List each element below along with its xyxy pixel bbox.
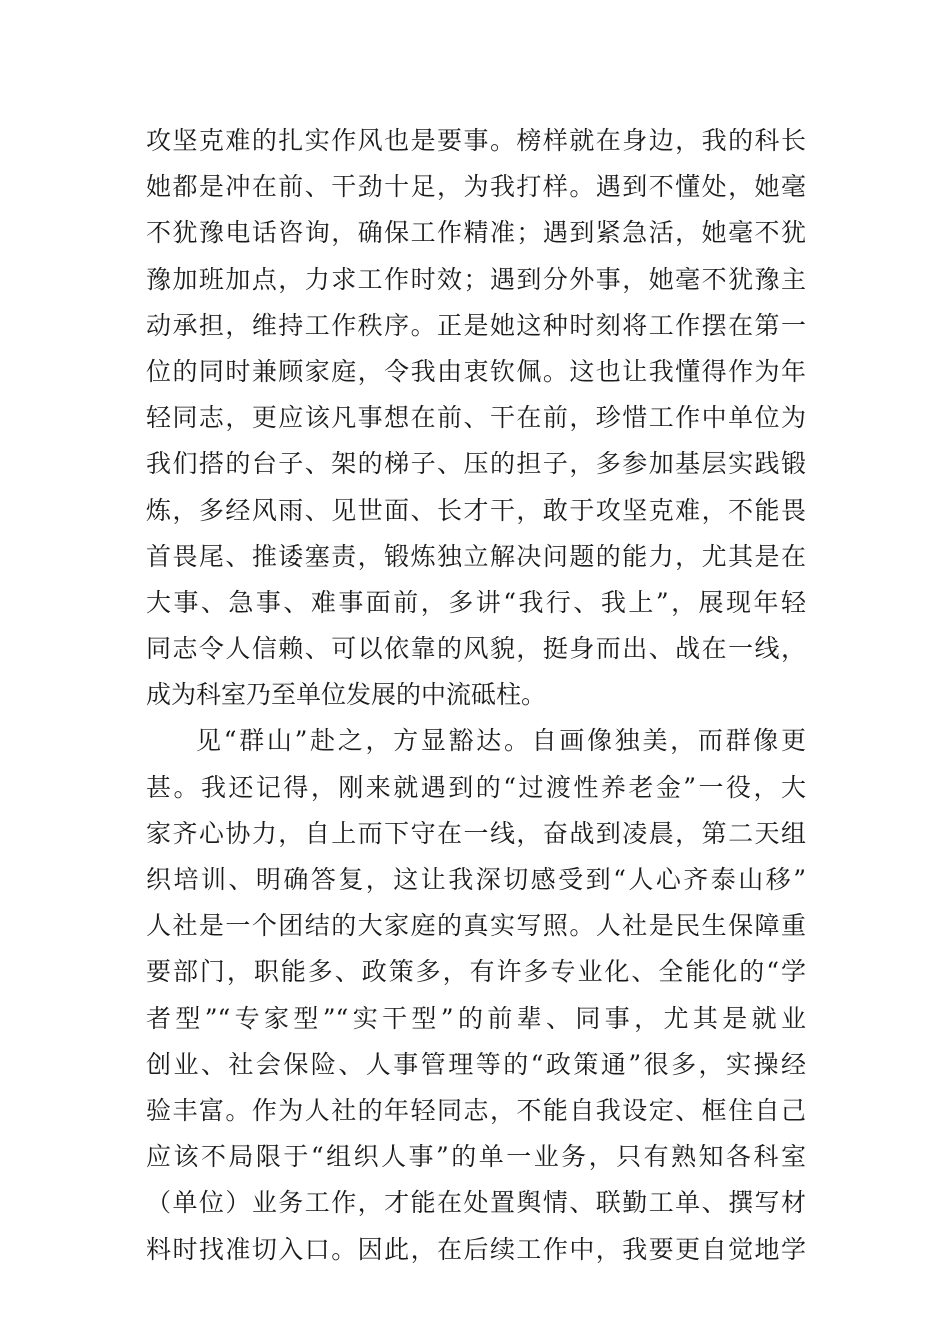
text-line: 首畏尾、推诿塞责，锻炼独立解决问题的能力，尤其是在 (146, 541, 806, 571)
text-line: 动承担，维持工作秩序。正是她这种时刻将工作摆在第一 (146, 310, 806, 340)
text-line: 攻坚克难的扎实作风也是要事。榜样就在身边，我的科长 (146, 126, 806, 155)
text-line: 豫加班加点，力求工作时效；遇到分外事，她毫不犹豫主 (146, 264, 806, 294)
text-line: 料时找准切入口。因此，在后续工作中，我要更自觉地学 (146, 1234, 806, 1264)
text-line: 不犹豫电话咨询，确保工作精准；遇到紧急活，她毫不犹 (146, 218, 806, 248)
text-line: 同志令人信赖、可以依靠的风貌，挺身而出、战在一线， (146, 634, 806, 664)
body-text (146, 118, 806, 1273)
text-line: 我们搭的台子、架的梯子、压的担子，多参加基层实践锻 (146, 449, 806, 479)
text-line: 她都是冲在前、干劲十足，为我打样。遇到不懂处，她毫 (146, 172, 806, 202)
text-line: 要部门，职能多、政策多，有许多专业化、全能化的“学 (146, 957, 806, 987)
text-line: 轻同志，更应该凡事想在前、干在前，珍惜工作中单位为 (146, 403, 806, 433)
text-line: 织培训、明确答复，这让我深切感受到“人心齐泰山移” (146, 865, 806, 894)
text-line: 见“群山”赴之，方显豁达。自画像独美，而群像更 (196, 726, 806, 756)
text-line: 炼，多经风雨、见世面、长才干，敢于攻坚克难，不能畏 (146, 495, 806, 525)
paragraph-2 (146, 718, 806, 1272)
text-line: 验丰富。作为人社的年轻同志，不能自我设定、框住自己 (146, 1095, 806, 1125)
text-line: 创业、社会保险、人事管理等的“政策通”很多，实操经 (146, 1049, 806, 1079)
text-line: 甚。我还记得，刚来就遇到的“过渡性养老金”一役，大 (146, 772, 806, 802)
text-line: 成为科室乃至单位发展的中流砥柱。 (146, 680, 547, 710)
text-line: 人社是一个团结的大家庭的真实写照。人社是民生保障重 (146, 911, 806, 941)
text-line: 家齐心协力，自上而下守在一线，奋战到凌晨，第二天组 (146, 818, 806, 848)
text-line: 大事、急事、难事面前，多讲“我行、我上”，展现年轻 (146, 587, 806, 617)
text-line: （单位）业务工作，才能在处置舆情、联勤工单、撰写材 (146, 1188, 806, 1218)
text-line: 应该不局限于“组织人事”的单一业务，只有熟知各科室 (146, 1142, 806, 1172)
text-line: 位的同时兼顾家庭，令我由衷钦佩。这也让我懂得作为年 (146, 356, 806, 386)
text-line: 者型”“专家型”“实干型”的前辈、同事，尤其是就业 (146, 1003, 806, 1033)
paragraph-1 (146, 118, 806, 718)
